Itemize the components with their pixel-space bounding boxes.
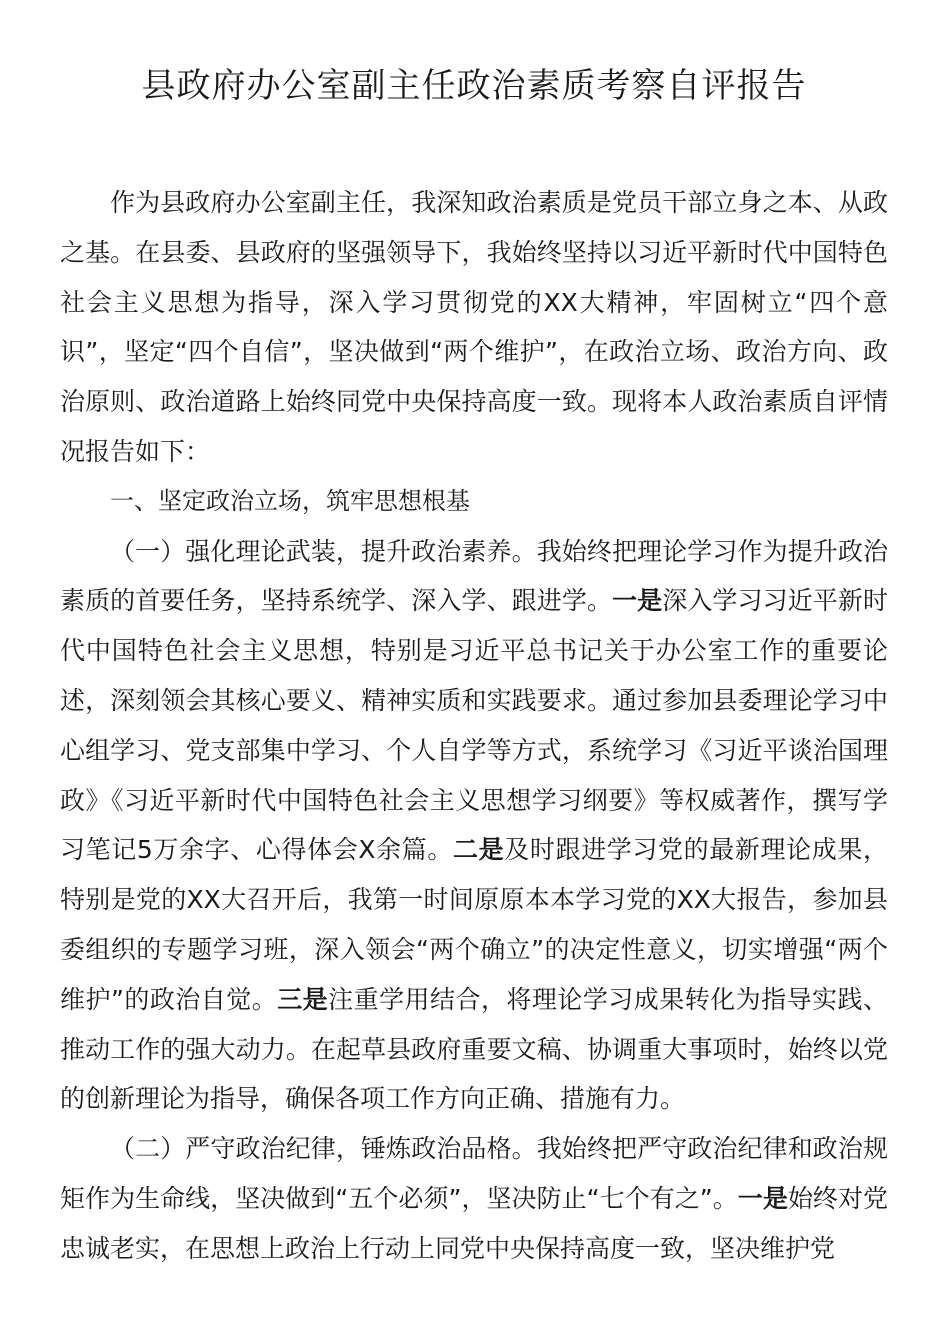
point-marker-2: 二是	[453, 835, 505, 865]
point-marker-3: 三是	[277, 984, 329, 1014]
point-text-2: 及时跟进学习党的最新理论成果，特别是党的XX大召开后，我第一时间原原本本学习党的XX大报告，参加县委组织的专题学习班，深入领会“两个确立”的决定性意义，切实增强“两个维护”的政治自觉。	[60, 835, 888, 1014]
section-heading-1: 一、坚定政治立场，筑牢思想根基	[110, 486, 470, 515]
point-text-3: 注重学用结合，将理论学习成果转化为指导实践、推动工作的强大动力。在起草县政府重要文稿、协调重大事项时，始终以党的创新理论为指导，确保各项工作方向正确、措施有力。	[60, 984, 888, 1114]
subsection-1-paragraph	[60, 527, 888, 1125]
point-marker-1: 一是	[737, 1183, 788, 1213]
point-marker-1: 一是	[612, 586, 663, 616]
point-text-1: 深入学习习近平新时代中国特色社会主义思想，特别是习近平总书记关于办公室工作的重要论述，深刻领会其核心要义、精神实质和实践要求。通过参加县委理论学习中心组学习、党支部集中学习、个人自学等方式，系统学习《习近平谈治国理政》《习近平新时代中国特色社会主义思想学习纲要》等权威著作，撰写学习笔记5万余字、心得体会X余篇。	[60, 586, 888, 865]
subsection-2-paragraph	[60, 1124, 888, 1273]
point-text-1: 始终对党忠诚老实，在思想上政治上行动上同党中央保持高度一致，坚决维护党	[60, 1183, 888, 1263]
subsection-1-lead: （一）强化理论武装，提升政治素养。我始终把理论学习作为提升政治素质的首要任务，坚持系统学、深入学、跟进学。	[60, 536, 888, 616]
subsection-2-lead: （二）严守政治纪律，锤炼政治品格。我始终把严守政治纪律和政治规矩作为生命线，坚决做到“五个必须”，坚决防止“七个有之”。	[60, 1134, 888, 1213]
intro-paragraph: 作为县政府办公室副主任，我深知政治素质是党员干部立身之本、从政之基。在县委、县政府的坚强领导下，我始终坚持以习近平新时代中国特色社会主义思想为指导，深入学习贯彻党的XX大精神，牢固树立“四个意识”，坚定“四个自信”，坚决做到“两个维护”，在政治立场、政治方向、政治原则、政治道路上始终同党中央保持高度一致。现将本人政治素质自评情况报告如下：	[60, 188, 888, 466]
document-title: 县政府办公室副主任政治素质考察自评报告	[141, 66, 807, 106]
